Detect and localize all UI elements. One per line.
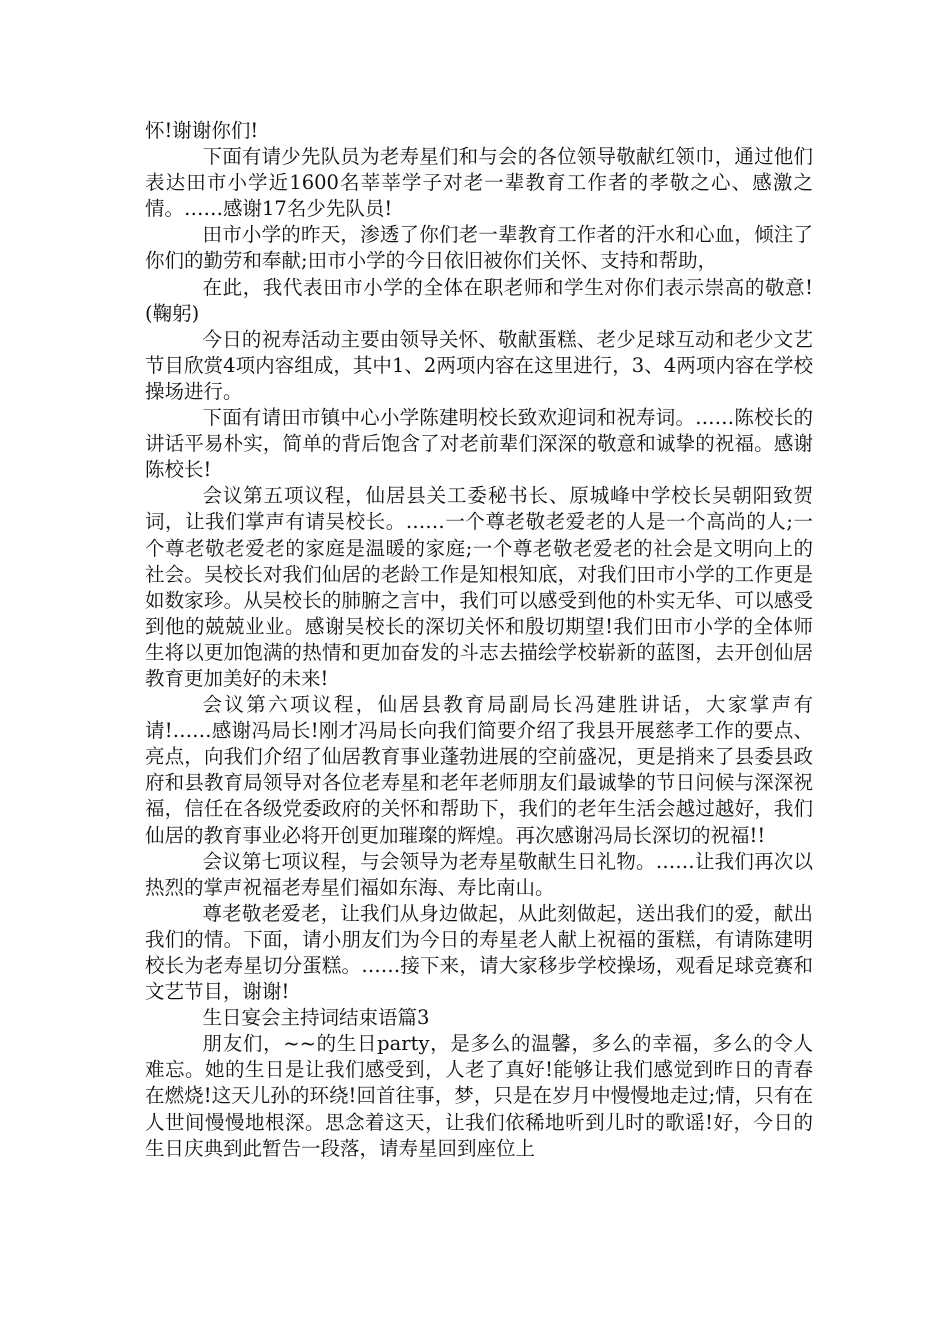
paragraph-10: 尊老敬老爱老，让我们从身边做起，从此刻做起，送出我们的爱，献出我们的情。下面，请小朋友们为今日的寿星老人献上祝福的蛋糕，有请陈建明校长为老寿星切分蛋糕。……接下来，请大家移步学校操场，观看足球竞赛和文艺节目，谢谢! [145, 901, 813, 1004]
paragraph-7: 会议第五项议程，仙居县关工委秘书长、原城峰中学校长吴朝阳致贺词，让我们掌声有请吴校长。……一个尊老敬老爱老的人是一个高尚的人;一个尊老敬老爱老的家庭是温暖的家庭;一个尊老敬老爱老的社会是文明向上的社会。吴校长对我们仙居的老龄工作是知根知底，对我们田市小学的工作更是如数家珍。从吴校长的肺腑之言中，我们可以感受到他的朴实无华、可以感受到他的兢兢业业。感谢吴校长的深切关怀和殷切期望!我们田市小学的全体师生将以更加饱满的热情和更加奋发的斗志去描绘学校崭新的蓝图，去开创仙居教育更加美好的未来! [145, 484, 813, 690]
paragraph-6: 下面有请田市镇中心小学陈建明校长致欢迎词和祝寿词。……陈校长的讲话平易朴实，简单的背后饱含了对老前辈们深深的敬意和诚挚的祝福。感谢陈校长! [145, 406, 813, 482]
paragraph-9: 会议第七项议程，与会领导为老寿星敬献生日礼物。……让我们再次以热烈的掌声祝福老寿星们福如东海、寿比南山。 [145, 849, 813, 899]
section-heading: 生日宴会主持词结束语篇3 [202, 1006, 430, 1030]
paragraph-8: 会议第六项议程，仙居县教育局副局长冯建胜讲话，大家掌声有请!……感谢冯局长!刚才冯局长向我们简要介绍了我县开展慈孝工作的要点、亮点，向我们介绍了仙居教育事业蓬勃进展的空前盛况，更是捎来了县委县政府和县教育局领导对各位老寿星和老年老师朋友们最诚挚的节日问候与深深祝福，信任在各级党委政府的关怀和帮助下，我们的老年生活会越过越好，我们仙居的教育事业必将开创更加璀璨的辉煌。再次感谢冯局长深切的祝福!! [145, 693, 813, 847]
paragraph-12: 朋友们，~~的生日party，是多么的温馨，多么的幸福，多么的令人难忘。她的生日是让我们感受到，人老了真好!能够让我们感觉到昨日的青春在燃烧!这天儿孙的环绕!回首往事，梦，只是在岁月中慢慢地走过;情，只有在人世间慢慢地根深。思念着这天，让我们依稀地听到儿时的歌谣!好，今日的生日庆典到此暂告一段落，请寿星回到座位上 [145, 1032, 813, 1160]
paragraph-3: 田市小学的昨天，渗透了你们老一辈教育工作者的汗水和心血，倾注了你们的勤劳和奉献;田市小学的今日依旧被你们关怀、支持和帮助， [145, 223, 813, 273]
paragraph-4: 在此，我代表田市小学的全体在职老师和学生对你们表示崇高的敬意!(鞠躬) [145, 275, 813, 325]
paragraph-1: 怀!谢谢你们! [145, 119, 259, 142]
paragraph-5: 今日的祝寿活动主要由领导关怀、敬献蛋糕、老少足球互动和老少文艺节目欣赏4项内容组成，其中1、2两项内容在这里进行，3、4两项内容在学校操场进行。 [145, 327, 813, 403]
document-page [145, 118, 813, 1162]
paragraph-2: 下面有请少先队员为老寿星们和与会的各位领导敬献红领巾，通过他们表达田市小学近1600名莘莘学子对老一辈教育工作者的孝敬之心、感激之情。……感谢17名少先队员! [145, 145, 813, 221]
